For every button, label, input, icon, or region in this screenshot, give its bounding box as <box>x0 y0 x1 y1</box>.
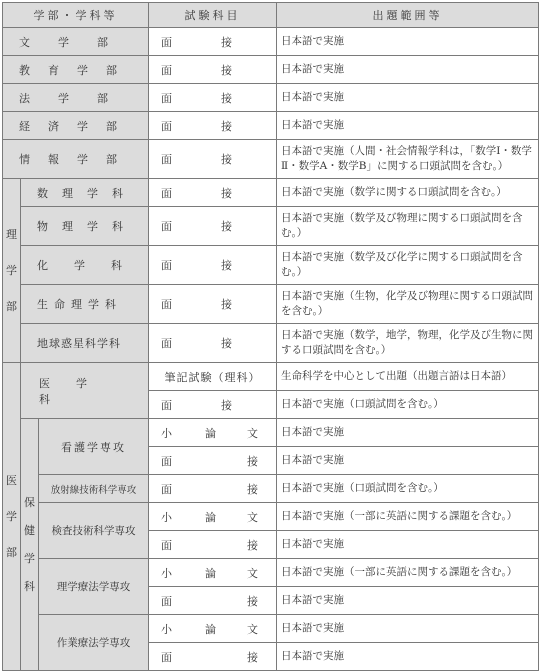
subject-cell: 面 接 <box>149 112 277 140</box>
exam-table <box>2 2 539 671</box>
scope-cell: 日本語で実施 <box>277 615 539 643</box>
dept-cell: 医学科 <box>21 363 149 419</box>
dept-cell: 情報学部 <box>3 140 149 179</box>
subject-cell: 面 接 <box>149 246 277 285</box>
table-row <box>3 559 539 587</box>
table-row <box>3 615 539 643</box>
scope-cell: 日本語で実施 <box>277 84 539 112</box>
scope-cell: 日本語で実施（数学に関する口頭試問を含む。） <box>277 179 539 207</box>
subject-cell: 面 接 <box>149 447 277 475</box>
dept-cell: 放射線技術科学専攻 <box>39 475 149 503</box>
scope-cell: 生命科学を中心として出題（出題言語は日本語） <box>277 363 539 391</box>
table-row <box>3 112 539 140</box>
header-row <box>3 3 539 28</box>
subject-cell: 小 論 文 <box>149 503 277 531</box>
scope-cell: 日本語で実施（人間・社会情報学科は，「数学Ⅰ・数学Ⅱ・数学A・数学B」に関する口頭試問を含む。） <box>277 140 539 179</box>
dept-cell: 看護学専攻 <box>39 419 149 475</box>
dept-cell: 経済学部 <box>3 112 149 140</box>
subject-cell: 小 論 文 <box>149 419 277 447</box>
header-dept: 学部・学科等 <box>3 3 149 28</box>
scope-cell: 日本語で実施 <box>277 447 539 475</box>
scope-cell: 日本語で実施（口頭試問を含む。） <box>277 475 539 503</box>
subject-cell: 面 接 <box>149 207 277 246</box>
table-row <box>3 246 539 285</box>
scope-cell: 日本語で実施 <box>277 419 539 447</box>
dept-cell: 生命理学科 <box>21 285 149 324</box>
subject-cell: 面 接 <box>149 643 277 671</box>
table-row <box>3 503 539 531</box>
dept-cell: 作業療法学専攻 <box>39 615 149 671</box>
subject-cell: 面 接 <box>149 324 277 363</box>
scope-cell: 日本語で実施 <box>277 587 539 615</box>
subject-cell: 面 接 <box>149 285 277 324</box>
subject-cell: 筆記試験（理科） <box>149 363 277 391</box>
subject-cell: 面 接 <box>149 391 277 419</box>
scope-cell: 日本語で実施（一部に英語に関する課題を含む。） <box>277 503 539 531</box>
dept-cell: 地球惑星科学科 <box>21 324 149 363</box>
subject-cell: 小 論 文 <box>149 615 277 643</box>
table-row <box>3 285 539 324</box>
scope-cell: 日本語で実施 <box>277 531 539 559</box>
dept-cell: 法学部 <box>3 84 149 112</box>
dept-cell: 化学科 <box>21 246 149 285</box>
dept-cell: 物理学科 <box>21 207 149 246</box>
dept-cell: 検査技術科学専攻 <box>39 503 149 559</box>
scope-cell: 日本語で実施（数学，地学，物理，化学及び生物に関する口頭試問を含む。） <box>277 324 539 363</box>
subject-cell: 面 接 <box>149 587 277 615</box>
scope-cell: 日本語で実施 <box>277 56 539 84</box>
table-row <box>3 84 539 112</box>
table-row <box>3 207 539 246</box>
table-row <box>3 324 539 363</box>
subject-cell: 面 接 <box>149 140 277 179</box>
group-label-ri: 理 学 部 <box>3 179 21 363</box>
dept-cell: 文学部 <box>3 28 149 56</box>
subject-cell: 面 接 <box>149 179 277 207</box>
scope-cell: 日本語で実施 <box>277 28 539 56</box>
dept-cell: 教育学部 <box>3 56 149 84</box>
table-row <box>3 363 539 391</box>
subject-cell: 面 接 <box>149 475 277 503</box>
subject-cell: 小 論 文 <box>149 559 277 587</box>
table-row <box>3 28 539 56</box>
scope-cell: 日本語で実施 <box>277 112 539 140</box>
table-row <box>3 419 539 447</box>
table-row <box>3 179 539 207</box>
header-subject: 試験科目 <box>149 3 277 28</box>
scope-cell: 日本語で実施（数学及び物理に関する口頭試問を含む。） <box>277 207 539 246</box>
group-label-hoken: 保 健 学 科 <box>21 419 39 671</box>
scope-cell: 日本語で実施 <box>277 643 539 671</box>
dept-cell: 数理学科 <box>21 179 149 207</box>
subject-cell: 面 接 <box>149 84 277 112</box>
table-row <box>3 140 539 179</box>
scope-cell: 日本語で実施（生物，化学及び物理に関する口頭試問を含む。） <box>277 285 539 324</box>
table-row <box>3 56 539 84</box>
subject-cell: 面 接 <box>149 56 277 84</box>
dept-cell: 理学療法学専攻 <box>39 559 149 615</box>
header-scope: 出題範囲等 <box>277 3 539 28</box>
table-row <box>3 475 539 503</box>
scope-cell: 日本語で実施（一部に英語に関する課題を含む。） <box>277 559 539 587</box>
subject-cell: 面 接 <box>149 531 277 559</box>
group-label-ig: 医 学 部 <box>3 363 21 671</box>
scope-cell: 日本語で実施（口頭試問を含む。） <box>277 391 539 419</box>
scope-cell: 日本語で実施（数学及び化学に関する口頭試問を含む。） <box>277 246 539 285</box>
subject-cell: 面 接 <box>149 28 277 56</box>
